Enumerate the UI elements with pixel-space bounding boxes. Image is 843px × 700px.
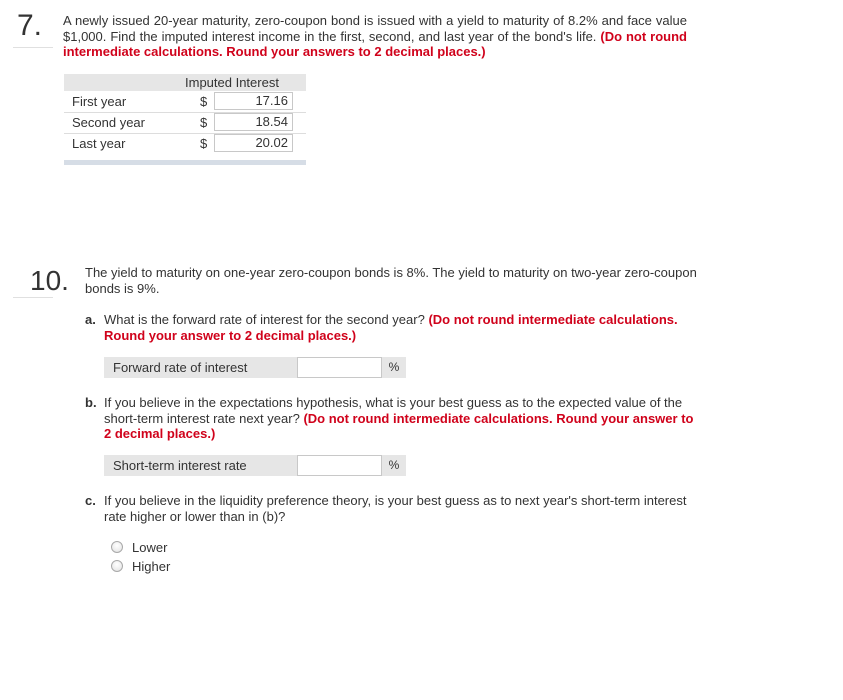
question-7-prompt	[63, 13, 687, 60]
forward-rate-input[interactable]	[297, 357, 382, 378]
last-year-interest-input[interactable]: 20.02	[214, 134, 293, 152]
question-7-text: A newly issued 20-year maturity, zero-coupon bond is issued with a yield to maturity of 8.2% and face value $1,000. Find the imputed interest income in the first, second, and last year of the bond's life.	[63, 13, 687, 44]
percent-unit: %	[382, 357, 406, 378]
question-7-instructions: (Do not round intermediate calculations. Round your answers to 2 decimal places.)	[63, 28, 687, 59]
radio-button-lower[interactable]	[111, 541, 123, 553]
short-term-rate-input[interactable]	[297, 455, 382, 476]
part-b-instructions: (Do not round intermediate calculations. Round your answer to 2 decimal places.)	[104, 410, 694, 441]
currency-symbol: $	[200, 94, 208, 109]
first-year-interest-input[interactable]: 17.16	[214, 92, 293, 110]
question-10-number: 10.	[30, 265, 69, 296]
question-7-divider	[13, 47, 53, 48]
part-b-letter: b.	[85, 395, 97, 410]
forward-rate-label: Forward rate of interest	[104, 357, 298, 378]
part-b-prompt	[104, 395, 704, 442]
table-header-imputed-interest: Imputed Interest	[185, 75, 279, 90]
currency-symbol: $	[200, 136, 208, 151]
row-label-first-year: First year	[72, 94, 127, 109]
radio-button-higher[interactable]	[111, 560, 123, 572]
question-10-text: The yield to maturity on one-year zero-coupon bonds is 8%. The yield to maturity on two-year zero-coupon bonds is 9%.	[85, 265, 697, 296]
option-lower-label: Lower	[132, 540, 168, 555]
question-10-divider	[13, 297, 53, 298]
currency-symbol: $	[200, 115, 208, 130]
percent-unit: %	[382, 455, 406, 476]
imputed-interest-table	[64, 74, 306, 165]
part-a-prompt	[104, 312, 704, 343]
part-b-text: If you believe in the expectations hypothesis, what is your best guess as to the expected value of the short-term interest rate next year?	[104, 395, 683, 426]
table-footer-band	[64, 160, 306, 165]
row-label-last-year: Last year	[72, 136, 126, 151]
part-a-text: What is the forward rate of interest for the second year?	[104, 312, 425, 327]
row-label-second-year: Second year	[72, 115, 145, 130]
part-a-letter: a.	[85, 312, 96, 327]
part-a-instructions: (Do not round intermediate calculations. Round your answer to 2 decimal places.)	[104, 312, 678, 343]
second-year-interest-input[interactable]: 18.54	[214, 113, 293, 131]
question-7-number: 7.	[17, 9, 43, 42]
part-c-text: If you believe in the liquidity preference theory, is your best guess as to next year's short-term interest rate higher or lower than in (b)?	[104, 493, 687, 524]
short-term-rate-label: Short-term interest rate	[104, 455, 298, 476]
part-c-letter: c.	[85, 493, 96, 508]
option-higher-label: Higher	[132, 559, 171, 574]
